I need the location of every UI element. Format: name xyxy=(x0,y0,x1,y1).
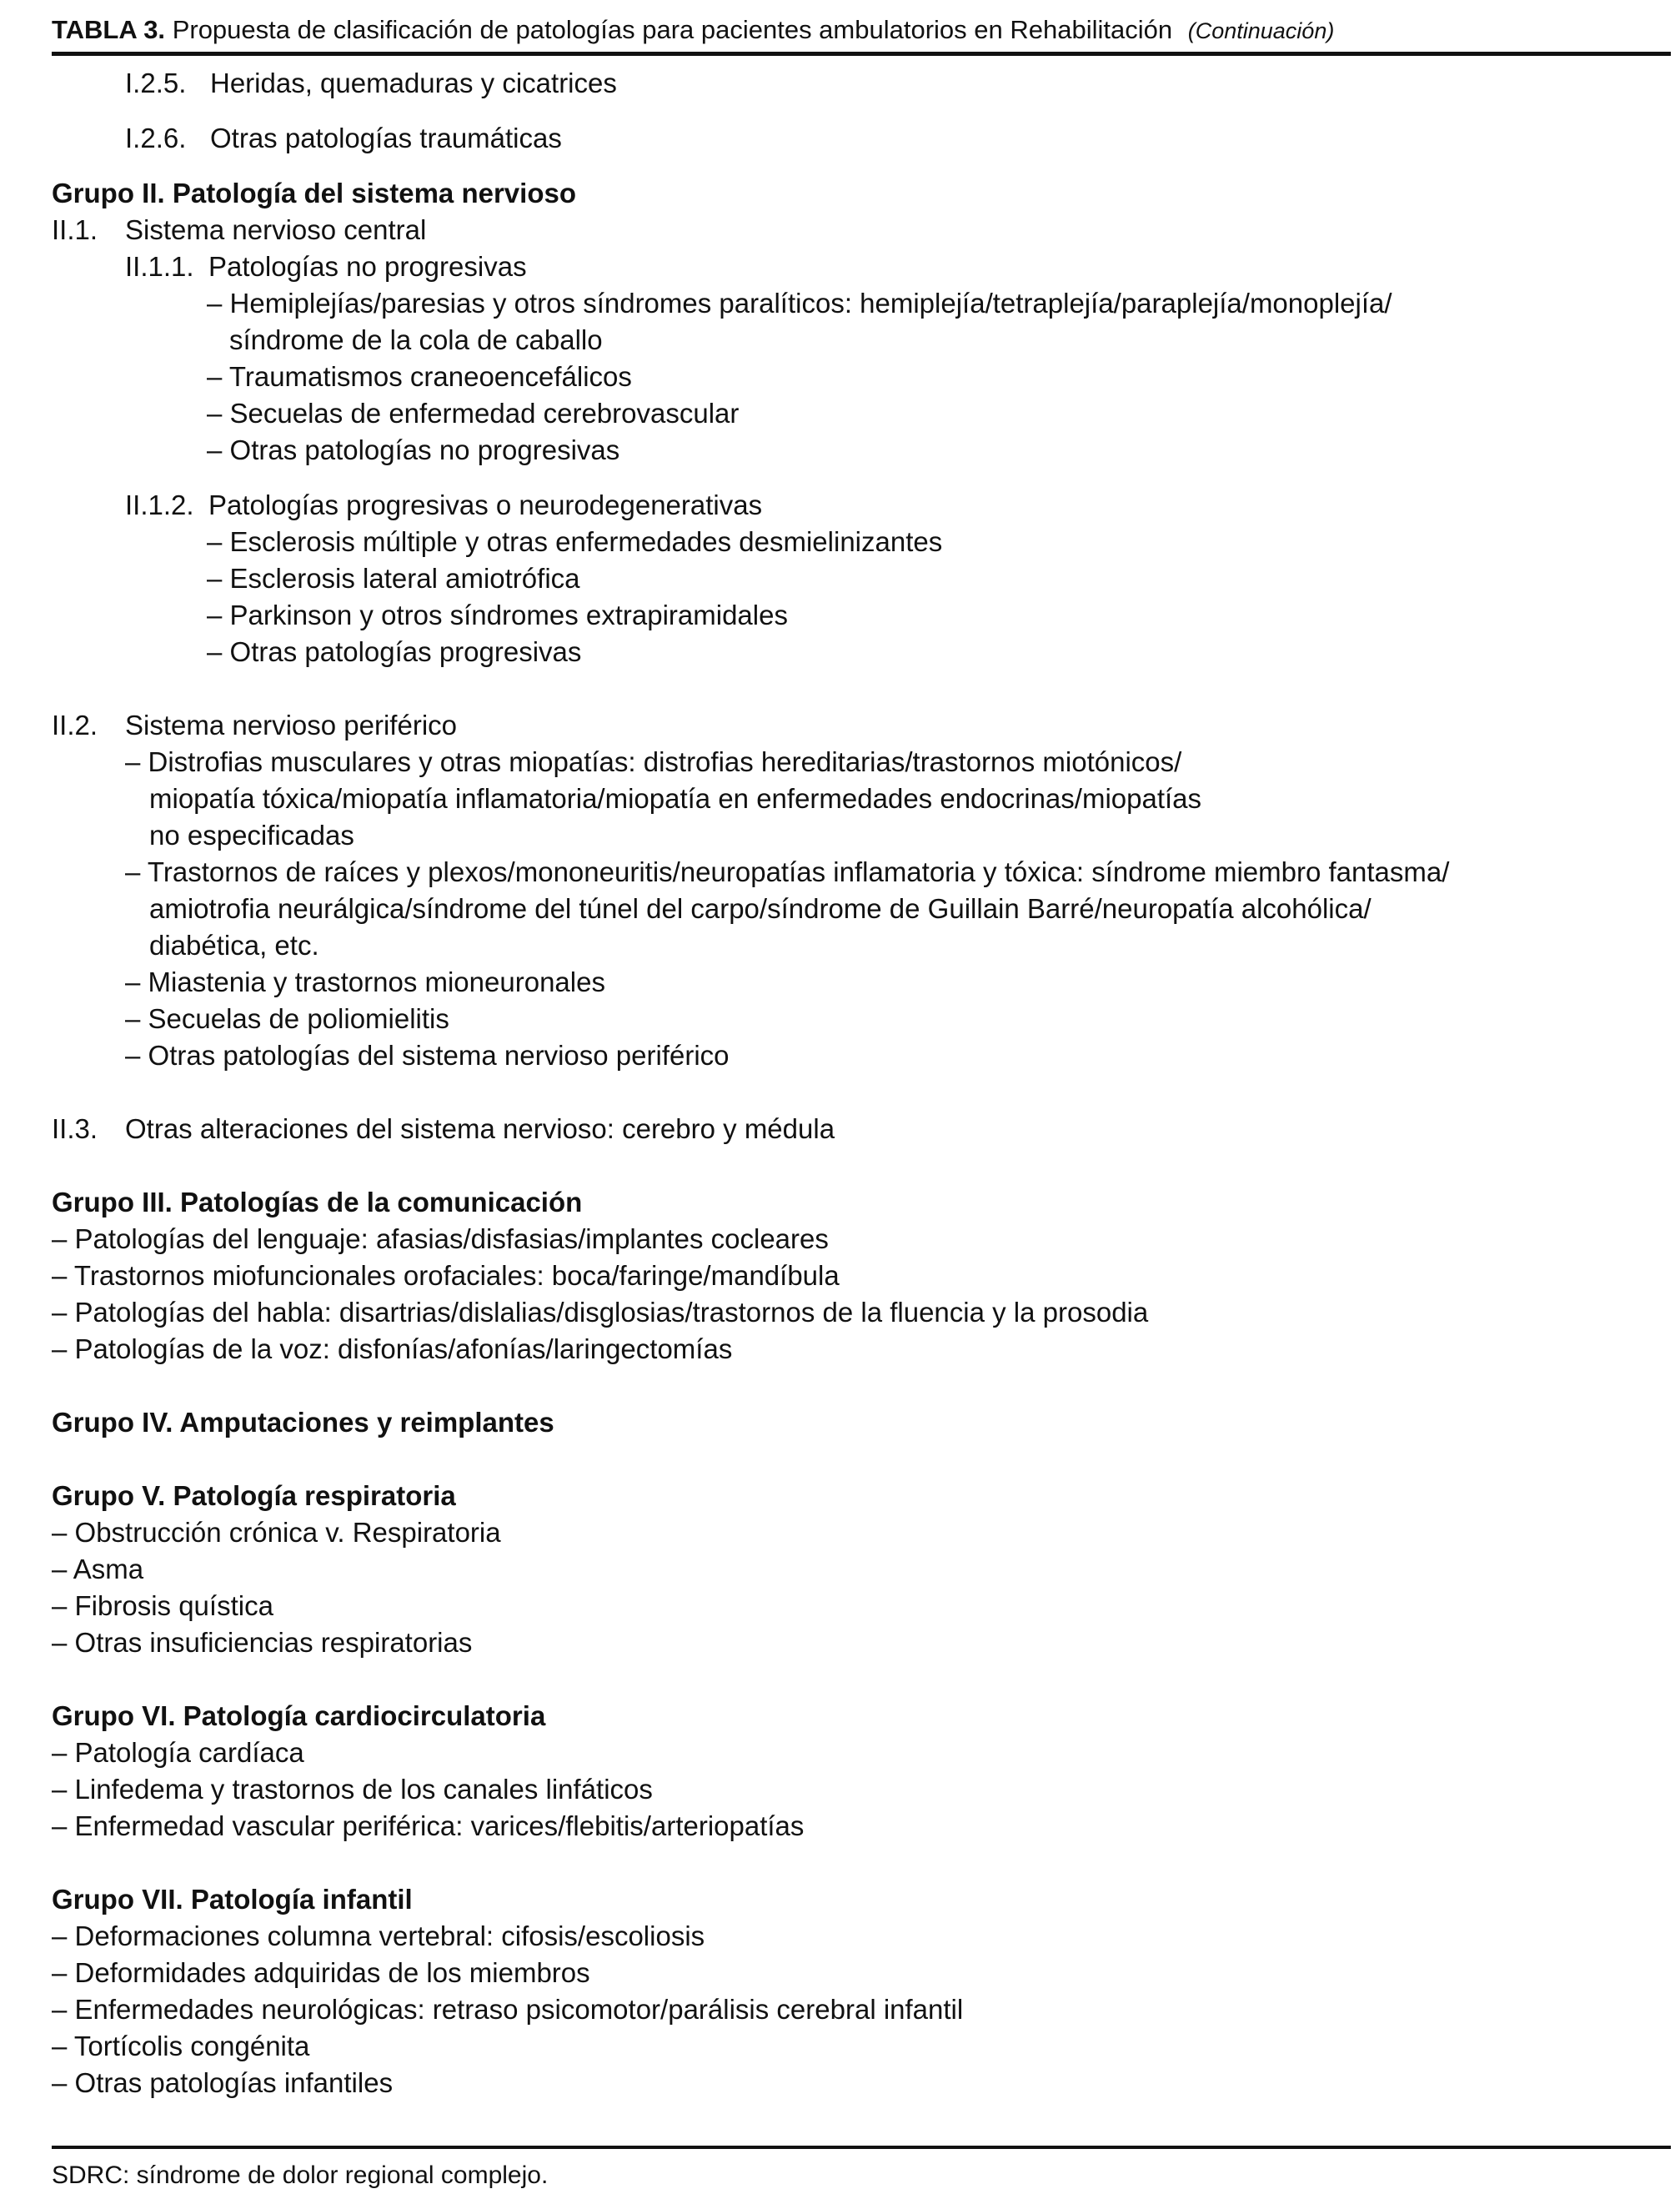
section-ii-2: II.2. Sistema nervioso periférico xyxy=(52,710,457,741)
item-i-2-5: I.2.5. Heridas, quemaduras y cicatrices xyxy=(125,68,617,98)
list-item: – Tortícolis congénita xyxy=(52,2031,310,2061)
list-item: – Otras patologías infantiles xyxy=(52,2067,394,2098)
table-title: Propuesta de clasificación de patologías para pacientes ambulatorios en Rehabilitación xyxy=(172,15,1173,44)
list-item: – Obstrucción crónica v. Respiratoria xyxy=(52,1517,501,1548)
table-body xyxy=(52,65,1671,2101)
section-ii-1-2: II.1.2. Patologías progresivas o neurodegenerativas xyxy=(125,490,763,520)
list-item: – Distrofias musculares y otras miopatías: distrofias hereditarias/trastornos miotónicos/ xyxy=(125,746,1182,777)
list-item: – Linfedema y trastornos de los canales linfáticos xyxy=(52,1774,653,1805)
table-continuation: (Continuación) xyxy=(1187,18,1335,43)
top-rule xyxy=(52,52,1671,56)
list-item: amiotrofia neurálgica/síndrome del túnel del carpo/síndrome de Guillain Barré/neuropatía alcohólica/ xyxy=(149,893,1372,924)
list-item: miopatía tóxica/miopatía inflamatoria/miopatía en enfermedades endocrinas/miopatías xyxy=(149,783,1202,814)
list-item: – Secuelas de poliomielitis xyxy=(125,1003,449,1034)
list-item: – Enfermedades neurológicas: retraso psicomotor/parálisis cerebral infantil xyxy=(52,1994,964,2025)
list-item: – Hemiplejías/paresias y otros síndromes paralíticos: hemiplejía/tetraplejía/paraplejía/monoplejía/ xyxy=(207,288,1392,319)
list-item: – Enfermedad vascular periférica: varices/flebitis/arteriopatías xyxy=(52,1810,805,1841)
footnote: SDRC: síndrome de dolor regional complejo. xyxy=(52,2161,549,2189)
list-item: – Otras insuficiencias respiratorias xyxy=(52,1627,473,1658)
list-item: – Deformaciones columna vertebral: cifosis/escoliosis xyxy=(52,1920,705,1951)
list-item: – Otras patologías progresivas xyxy=(207,636,582,667)
list-item: – Deformidades adquiridas de los miembros xyxy=(52,1957,590,1988)
list-item: síndrome de la cola de caballo xyxy=(229,324,603,355)
list-item: diabética, etc. xyxy=(149,930,319,961)
list-item: – Esclerosis lateral amiotrófica xyxy=(207,563,580,594)
list-item: – Patologías del habla: disartrias/dislalias/disglosias/trastornos de la fluencia y la prosodia xyxy=(52,1297,1149,1328)
group-ii-heading: Grupo II. Patología del sistema nervioso xyxy=(52,178,576,208)
list-item: – Secuelas de enfermedad cerebrovascular xyxy=(207,398,740,429)
list-item: – Trastornos de raíces y plexos/mononeuritis/neuropatías inflamatoria y tóxica: síndrome miembro fantasma/ xyxy=(125,856,1450,887)
list-item: – Traumatismos craneoencefálicos xyxy=(207,361,632,392)
group-iii-heading: Grupo III. Patologías de la comunicación xyxy=(52,1187,583,1217)
list-item: – Esclerosis múltiple y otras enfermedades desmielinizantes xyxy=(207,526,943,557)
list-item: – Parkinson y otros síndromes extrapiramidales xyxy=(207,600,788,630)
bottom-rule xyxy=(52,2146,1671,2149)
list-item: – Asma xyxy=(52,1554,144,1584)
table-label: TABLA 3. xyxy=(52,15,166,44)
list-item: – Trastornos miofuncionales orofaciales: boca/faringe/mandíbula xyxy=(52,1260,840,1291)
section-ii-3: II.3. Otras alteraciones del sistema nervioso: cerebro y médula xyxy=(52,1113,835,1144)
list-item: no especificadas xyxy=(149,820,354,851)
section-ii-1: II.1. Sistema nervioso central xyxy=(52,214,427,245)
list-item: – Fibrosis quística xyxy=(52,1590,273,1621)
list-item: – Otras patologías no progresivas xyxy=(207,434,620,465)
group-iv-heading: Grupo IV. Amputaciones y reimplantes xyxy=(52,1407,554,1438)
list-item: – Patologías de la voz: disfonías/afonías/laringectomías xyxy=(52,1333,733,1364)
item-i-2-6: I.2.6. Otras patologías traumáticas xyxy=(125,123,562,153)
table-caption xyxy=(52,12,1334,49)
group-vi-heading: Grupo VI. Patología cardiocirculatoria xyxy=(52,1700,546,1731)
list-item: – Otras patologías del sistema nervioso periférico xyxy=(125,1040,730,1071)
group-v-heading: Grupo V. Patología respiratoria xyxy=(52,1480,456,1511)
list-item: – Miastenia y trastornos mioneuronales xyxy=(125,966,605,997)
list-item: – Patologías del lenguaje: afasias/disfasias/implantes cocleares xyxy=(52,1223,829,1254)
group-vii-heading: Grupo VII. Patología infantil xyxy=(52,1884,413,1915)
list-item: – Patología cardíaca xyxy=(52,1737,304,1768)
section-ii-1-1: II.1.1. Patologías no progresivas xyxy=(125,251,527,282)
